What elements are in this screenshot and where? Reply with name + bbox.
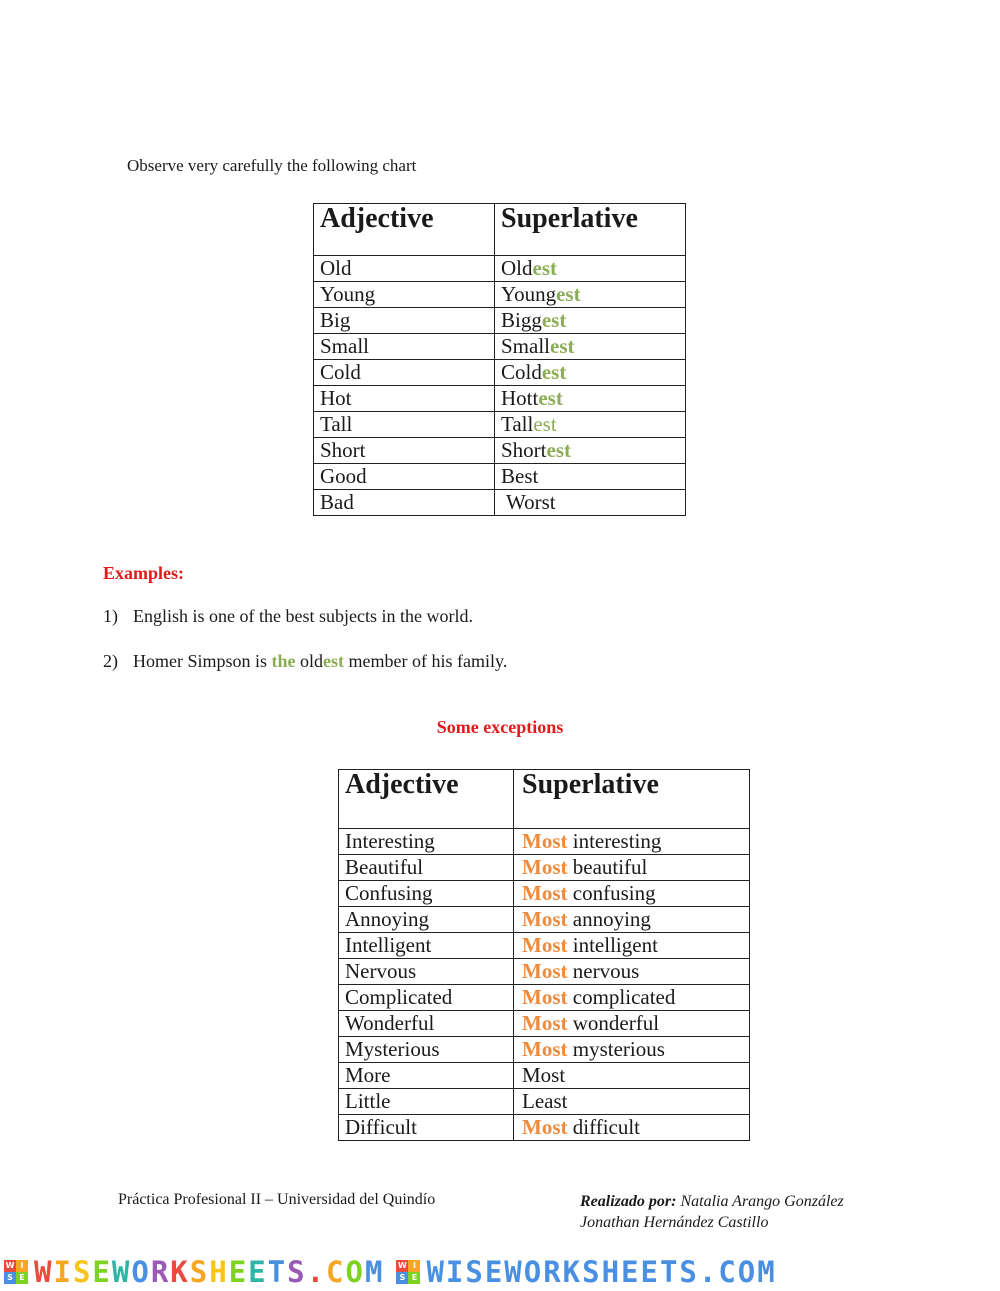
est-suffix: est [532,256,557,280]
most-prefix: Most [522,933,568,957]
superlative-rest: wonderful [567,1011,660,1035]
superlative-base: Young [501,282,557,306]
examples-heading: Examples: [103,563,184,583]
adjective-cell: Intelligent [339,933,514,959]
adjective-cell: Good [314,464,495,490]
superlative-base: Bigg [501,308,542,332]
watermark-text: WISEWORKSHEETS.COM [34,1254,385,1289]
superlative-base: Hott [501,386,539,410]
table-row [314,412,686,438]
adjective-cell: Young [314,282,495,308]
superlative-cell [495,464,686,490]
footer-label: Realizado por: [580,1193,677,1210]
intro-text: Observe very carefully the following chart [127,156,417,175]
superlative-cell [495,412,686,438]
superlative-cell [514,933,750,959]
watermark-unit [0,1255,384,1289]
most-prefix: Most [522,1011,568,1035]
superlative-cell [514,1037,750,1063]
exceptions-chart [338,769,750,1141]
logo-letter: W [5,1260,15,1270]
footer-author-1: Natalia Arango González [676,1193,844,1210]
superlative-rest: complicated [567,985,676,1009]
adjective-cell: Annoying [339,907,514,933]
superlative-rest: mysterious [567,1037,665,1061]
superlative-cell [514,829,750,855]
footer-author-2: Jonathan Hernández Castillo [580,1214,769,1231]
superlative-cell [514,1063,750,1089]
logo-letter: S [396,1272,408,1284]
superlative-base: Old [501,256,533,280]
table-row [339,959,750,985]
table1-header-superlative: Superlative [495,204,686,256]
table-row [314,334,686,360]
adjective-cell: Beautiful [339,855,514,881]
logo-letter: E [408,1272,420,1284]
superlative-cell [495,490,686,516]
est-suffix: est [533,412,557,436]
adjective-cell: Big [314,308,495,334]
est-suffix: est [538,386,563,410]
superlative-chart [313,203,686,516]
superlative-rest: Most [522,1063,566,1087]
superlative-rest: difficult [567,1115,641,1139]
adjective-cell: Small [314,334,495,360]
superlative-rest: Least [522,1089,568,1113]
example-2 [103,651,507,672]
superlative-cell [495,334,686,360]
superlative-rest: confusing [567,881,656,905]
logo-icon [4,1260,28,1284]
adjective-cell: Confusing [339,881,514,907]
table-row [339,881,750,907]
superlative-rest: interesting [567,829,662,853]
table-row [314,360,686,386]
superlative-base: Best [501,464,539,488]
most-prefix: Most [522,959,568,983]
superlative-rest: intelligent [567,933,658,957]
table-row [339,985,750,1011]
table-row [314,282,686,308]
superlative-base: Short [501,438,547,462]
adjective-cell: Interesting [339,829,514,855]
est-suffix: est [541,360,567,384]
adjective-cell: Bad [314,490,495,516]
superlative-cell [514,881,750,907]
most-prefix: Most [522,1115,568,1139]
logo-letter: I [16,1260,28,1272]
superlative-rest: annoying [567,907,651,931]
superlative-base: Small [501,334,551,358]
adjective-cell: Old [314,256,495,282]
est-suffix: est [556,282,581,306]
table-row [339,907,750,933]
superlative-cell [495,386,686,412]
adjective-cell: Difficult [339,1115,514,1141]
table-row [314,438,686,464]
most-prefix: Most [522,1037,568,1061]
table2-header-superlative: Superlative [514,770,750,829]
table-row [314,256,686,282]
est-suffix: est [546,438,572,462]
superlative-cell [495,438,686,464]
table-row [314,490,686,516]
table-row [339,1089,750,1115]
table2-header-adjective: Adjective [339,770,514,829]
superlative-cell [514,959,750,985]
table-row [314,308,686,334]
table-row [339,829,750,855]
most-prefix: Most [522,829,568,853]
example-text-post: member of his family. [344,651,508,671]
example-est: est [323,651,345,671]
superlative-cell [514,855,750,881]
exceptions-heading: Some exceptions [436,717,564,737]
table-row [339,1115,750,1141]
adjective-cell: Short [314,438,495,464]
table-row [314,386,686,412]
example-number: 2) [103,651,118,671]
adjective-cell: Tall [314,412,495,438]
superlative-base: Tall [501,412,534,436]
example-the: the [271,651,296,671]
logo-letter: I [408,1260,420,1272]
watermark-banner [0,1252,1000,1291]
table-row [339,1011,750,1037]
example-number: 1) [103,606,118,626]
table-row [339,1063,750,1089]
example-text-pre: Homer Simpson is [133,651,272,671]
superlative-cell [495,308,686,334]
superlative-cell [514,1089,750,1115]
adjective-cell: Nervous [339,959,514,985]
most-prefix: Most [522,907,568,931]
adjective-cell: Mysterious [339,1037,514,1063]
example-text: English is one of the best subjects in the world. [133,606,473,626]
superlative-cell [514,907,750,933]
superlative-base: Worst [506,490,556,514]
example-text-mid: old [295,651,324,671]
superlative-rest: beautiful [567,855,648,879]
logo-letter: W [398,1260,407,1270]
adjective-cell: Complicated [339,985,514,1011]
est-suffix: est [541,308,567,332]
superlative-rest: nervous [567,959,640,983]
footer-authors [580,1191,844,1233]
table-row [339,855,750,881]
example-1 [103,606,473,627]
superlative-cell [495,360,686,386]
watermark-text: WISEWORKSHEETS.COM [426,1254,777,1289]
superlative-cell [495,282,686,308]
table-row [314,464,686,490]
superlative-cell [514,985,750,1011]
adjective-cell: Hot [314,386,495,412]
superlative-cell [495,256,686,282]
most-prefix: Most [522,985,568,1009]
watermark-unit [392,1255,776,1289]
superlative-cell [514,1011,750,1037]
adjective-cell: More [339,1063,514,1089]
footer-course: Práctica Profesional II – Universidad del Quindío [118,1191,436,1208]
adjective-cell: Little [339,1089,514,1115]
logo-letter: S [4,1272,16,1284]
table-row [339,1037,750,1063]
superlative-cell [514,1115,750,1141]
table-row [339,933,750,959]
adjective-cell: Cold [314,360,495,386]
logo-icon [396,1260,420,1284]
table1-header-adjective: Adjective [314,204,495,256]
most-prefix: Most [522,881,568,905]
est-suffix: est [550,334,575,358]
superlative-base: Cold [501,360,542,384]
most-prefix: Most [522,855,568,879]
logo-letter: E [16,1272,28,1284]
adjective-cell: Wonderful [339,1011,514,1037]
